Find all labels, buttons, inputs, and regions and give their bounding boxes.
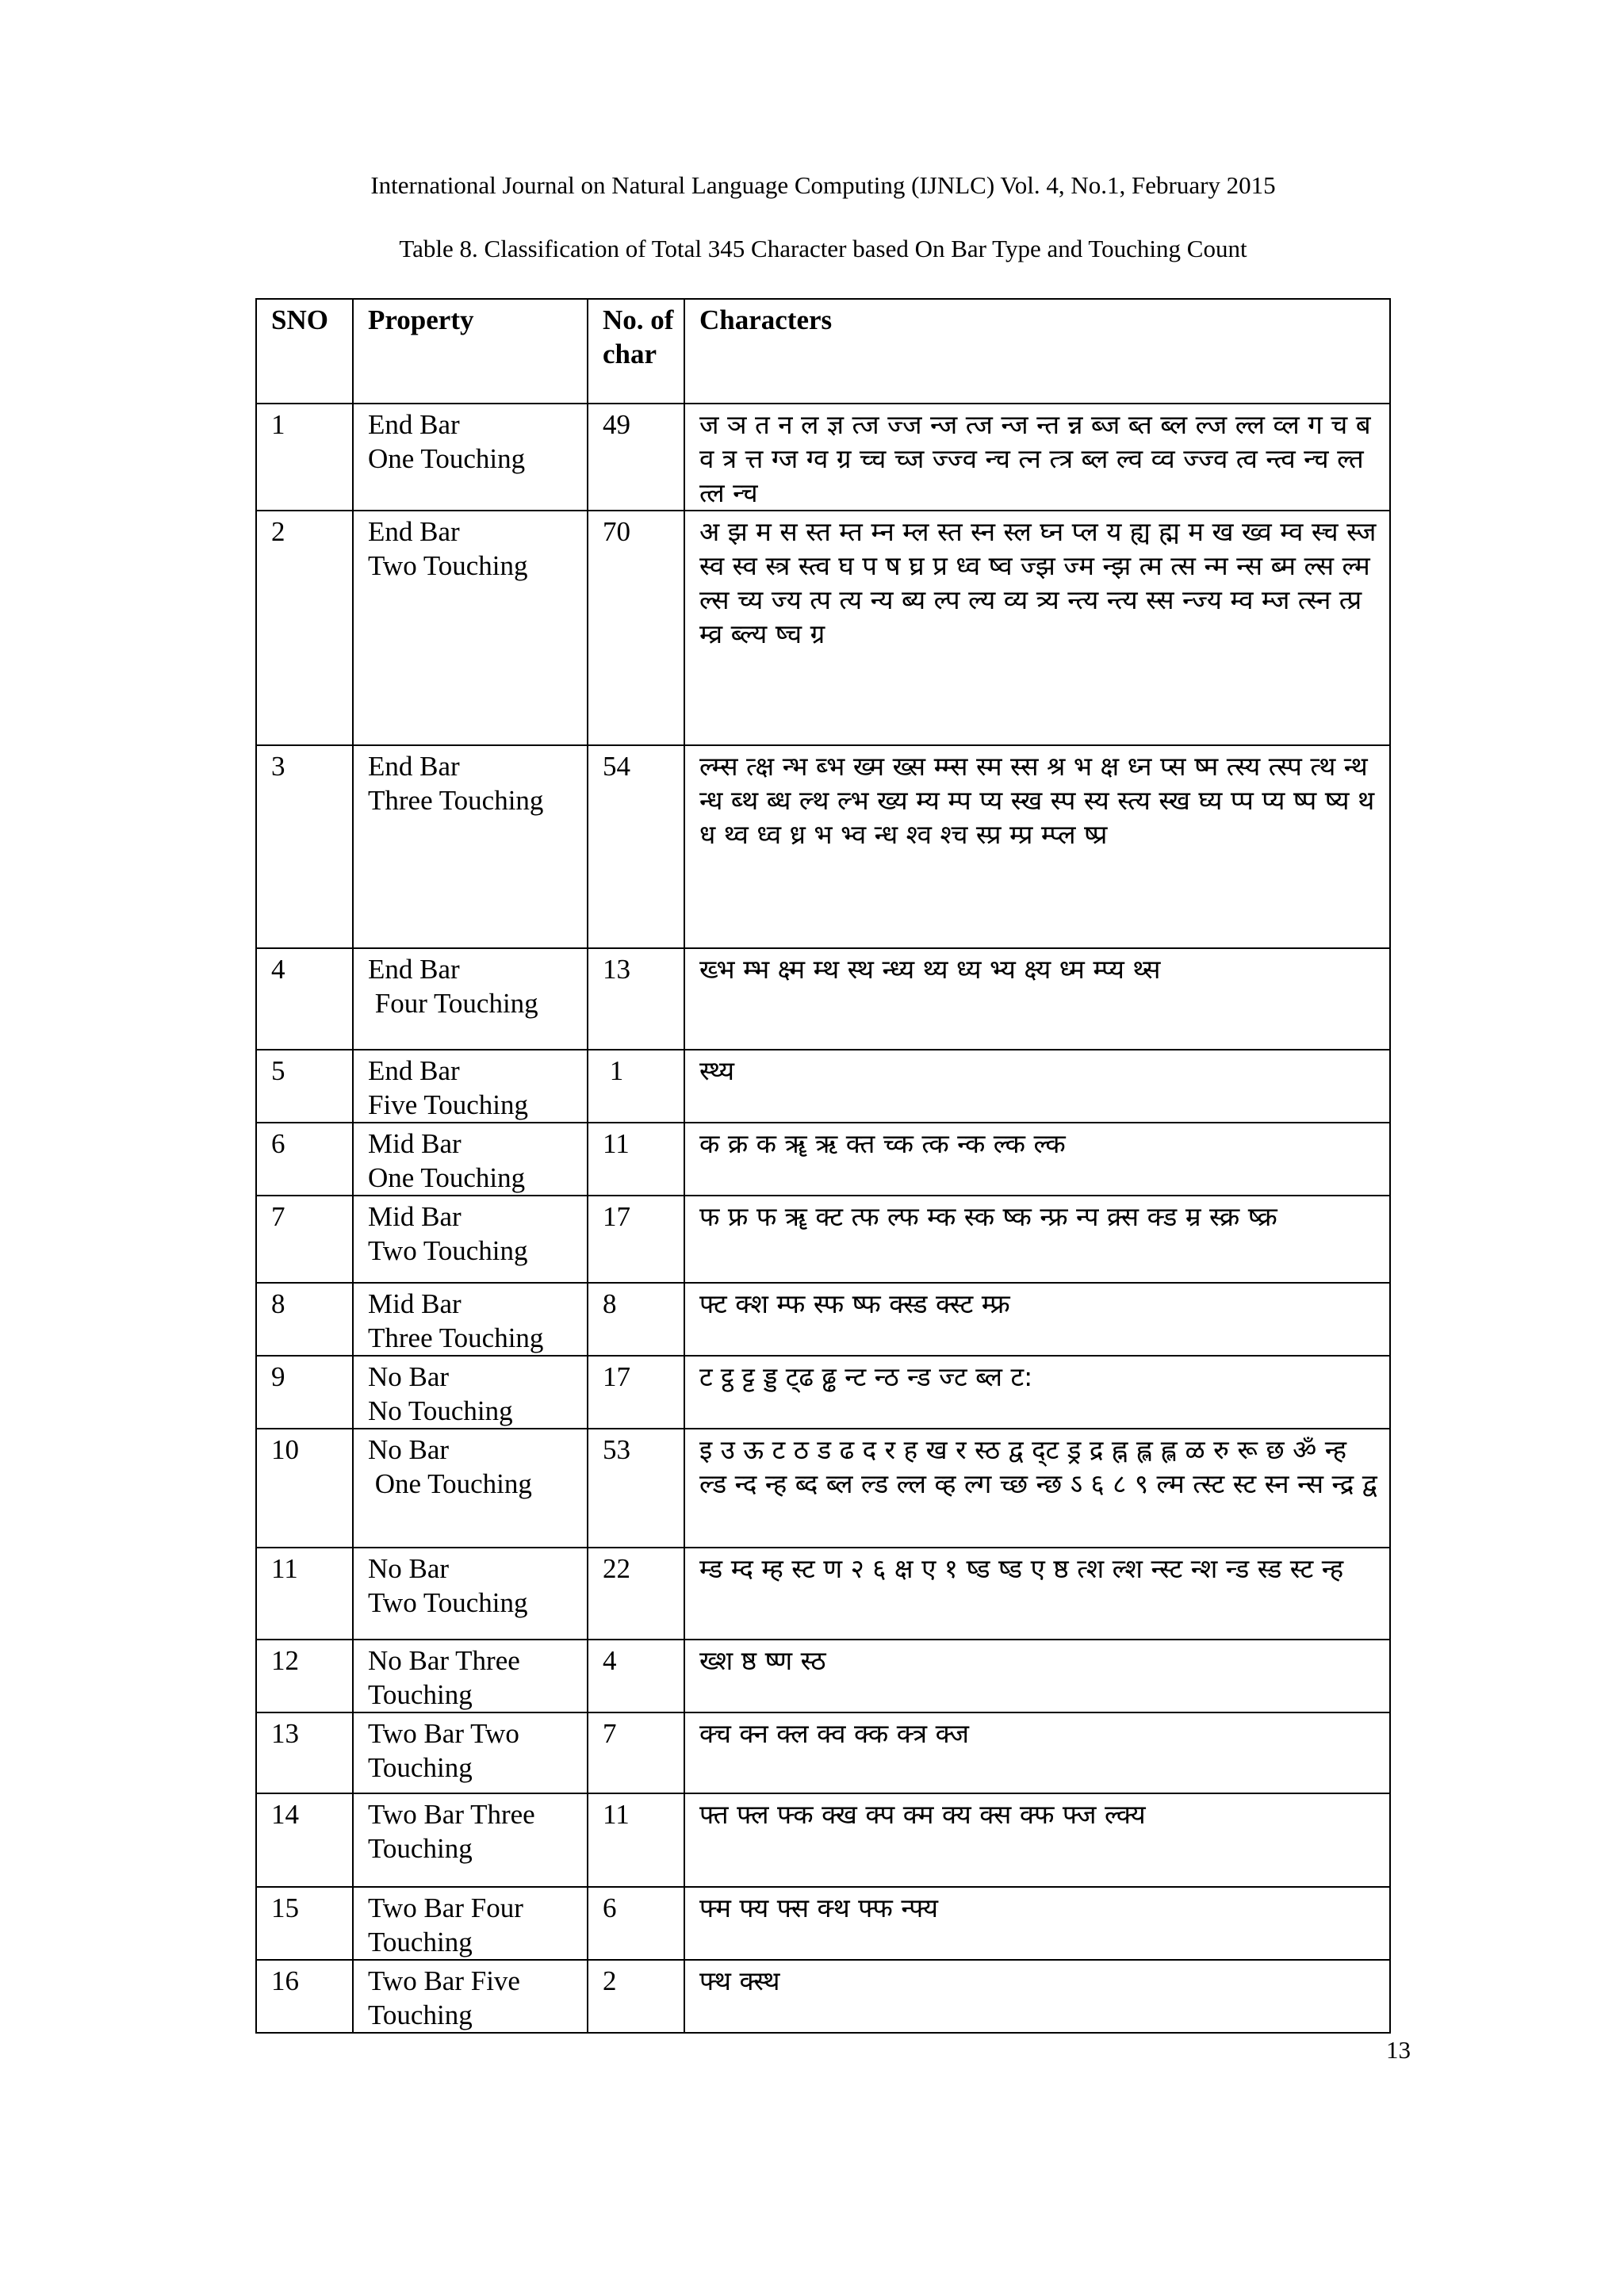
table-row xyxy=(256,1196,1390,1283)
property-touching: Five Touching xyxy=(368,1089,529,1120)
header-characters: Characters xyxy=(684,299,1390,404)
property-bar-type: Mid Bar xyxy=(368,1288,462,1319)
property-bar-type: Two Bar Five xyxy=(368,1965,520,1996)
table-row xyxy=(256,1123,1390,1196)
property-bar-type: Two Bar Two xyxy=(368,1718,519,1749)
row-sno: 10 xyxy=(256,1429,353,1548)
row-property xyxy=(353,1548,588,1640)
row-count: 11 xyxy=(588,1793,684,1887)
row-sno: 12 xyxy=(256,1640,353,1712)
running-header: International Journal on Natural Language Computing (IJNLC) Vol. 4, No.1, February 2015 xyxy=(370,171,1276,199)
row-count: 22 xyxy=(588,1548,684,1640)
property-touching: Two Touching xyxy=(368,550,528,581)
row-sno: 11 xyxy=(256,1548,353,1640)
row-sno: 3 xyxy=(256,745,353,948)
row-count: 54 xyxy=(588,745,684,948)
row-characters: क क्र क ॠ ऋ क्त च्क त्क न्क ल्क ल्क xyxy=(684,1123,1390,1196)
property-bar-type: End Bar xyxy=(368,516,460,547)
property-touching: One Touching xyxy=(368,1468,532,1499)
row-characters: ट ट्ठ ट्ट ड्ड ट्ढ ढ्ढ न्ट न्ठ न्ड ज्ट ब्ल ट: xyxy=(684,1356,1390,1429)
row-property xyxy=(353,745,588,948)
property-touching: No Touching xyxy=(368,1395,513,1426)
row-property xyxy=(353,1123,588,1196)
row-count: 2 xyxy=(588,1960,684,2033)
table-row xyxy=(256,511,1390,745)
table-row xyxy=(256,1887,1390,1960)
table-row xyxy=(256,404,1390,511)
property-touching: Touching xyxy=(368,1999,473,2030)
header-sno: SNO xyxy=(256,299,353,404)
table-row xyxy=(256,948,1390,1050)
row-sno: 15 xyxy=(256,1887,353,1960)
property-touching: Two Touching xyxy=(368,1235,528,1266)
row-count: 17 xyxy=(588,1356,684,1429)
property-bar-type: No Bar xyxy=(368,1361,450,1392)
row-sno: 13 xyxy=(256,1712,353,1793)
row-count: 7 xyxy=(588,1712,684,1793)
row-sno: 16 xyxy=(256,1960,353,2033)
page-number: 13 xyxy=(1386,2036,1411,2064)
property-bar-type: Two Bar Three xyxy=(368,1799,535,1830)
property-bar-type: End Bar xyxy=(368,751,460,782)
row-characters: म्ड म्द म्ह स्ट ण २ ६ क्ष ए १ ष्ड ष्ड ए ष्ठ त्श ल्श न्स्ट न्श न्ड स्ड स्ट न्ह xyxy=(684,1548,1390,1640)
row-count: 1 xyxy=(588,1050,684,1123)
row-characters: क्च क्न क्ल क्व क्क क्त्र क्ज xyxy=(684,1712,1390,1793)
property-bar-type: End Bar xyxy=(368,954,460,985)
row-sno: 9 xyxy=(256,1356,353,1429)
row-characters: ज ञ त न ल ज्ञ त्ज ज्ज न्ज त्ज न्ज न्त न्न ब्ज ब्त ब्ल ल्ज ल्ल व्ल ग च ब व त्र त्त ग्ज ग्व ग्र च्च च्ज ज्ज्व न्च त्न त्त्र ब्ल ल्व व्व ज्ज्व त्व न्त्व न्च ल्त त्ल न्च xyxy=(684,404,1390,511)
row-property xyxy=(353,1793,588,1887)
property-touching: One Touching xyxy=(368,443,526,474)
row-count: 53 xyxy=(588,1429,684,1548)
table-row xyxy=(256,1960,1390,2033)
table-row xyxy=(256,1050,1390,1123)
row-sno: 1 xyxy=(256,404,353,511)
table-row xyxy=(256,1429,1390,1548)
table-row xyxy=(256,1283,1390,1356)
row-property xyxy=(353,1196,588,1283)
classification-table xyxy=(255,298,1391,2034)
row-property xyxy=(353,404,588,511)
property-bar-type: End Bar xyxy=(368,1055,460,1086)
row-property xyxy=(353,1960,588,2033)
row-characters: अ झ म स स्त म्त म्न म्ल स्त स्न स्ल घ्न प्ल य ह्य ह्म म ख ख्व म्व स्च स्ज स्व स्व स्त्र स्त्व घ प ष घ्र प्र ध्व ष्व ज्झ ज्म न्झ त्म त्स न्म न्स ब्म ल्स ल्म ल्स च्य ज्य त्प त्य न्य ब्य ल्प ल्य व्य त्र्य न्त्य न्त्य स्स न्ज्य म्व म्ज त्स्न त्प्र म्व्र ब्ल्य ष्च ग्र xyxy=(684,511,1390,745)
row-sno: 14 xyxy=(256,1793,353,1887)
row-characters: इ उ ऊ ट ठ ड ढ द र ह ख र स्ठ द्व द्ट ड्र द्र ह्न ह्ल ह्ल ळ रु रू छ ॐ न्ह ल्ड न्द न्ह ब्द ब्ल ल्ड ल्ल व्ह ल्ग च्छ न्छ ऽ ६ ८ ९ ल्म त्स्ट स्ट स्न न्स न्द्र द्व xyxy=(684,1429,1390,1548)
table-row xyxy=(256,1640,1390,1712)
row-characters: ख्श ष्ठ ष्ण स्ठ xyxy=(684,1640,1390,1712)
row-sno: 5 xyxy=(256,1050,353,1123)
row-property xyxy=(353,1887,588,1960)
row-sno: 4 xyxy=(256,948,353,1050)
property-touching: One Touching xyxy=(368,1162,526,1193)
property-bar-type: Mid Bar xyxy=(368,1201,462,1232)
row-property xyxy=(353,511,588,745)
row-count: 17 xyxy=(588,1196,684,1283)
property-bar-type: End Bar xyxy=(368,409,460,440)
table-row xyxy=(256,1548,1390,1640)
row-sno: 8 xyxy=(256,1283,353,1356)
row-characters: फ्ट क्श म्फ स्फ ष्फ क्स्ड क्स्ट म्फ्र xyxy=(684,1283,1390,1356)
row-characters: फ्म फ्य फ्स क्थ फ्फ न्फ्य xyxy=(684,1887,1390,1960)
property-touching: Touching xyxy=(368,1927,473,1957)
property-touching: Three Touching xyxy=(368,1322,544,1353)
row-characters: फ्त फ्ल फ्क क्ख क्प क्म क्य क्स क्फ फ्ज ल्क्य xyxy=(684,1793,1390,1887)
row-count: 8 xyxy=(588,1283,684,1356)
property-touching: Two Touching xyxy=(368,1587,528,1618)
row-sno: 6 xyxy=(256,1123,353,1196)
table-row xyxy=(256,1712,1390,1793)
row-characters: फ्थ क्स्थ xyxy=(684,1960,1390,2033)
row-count: 49 xyxy=(588,404,684,511)
table-caption: Table 8. Classification of Total 345 Character based On Bar Type and Touching Count xyxy=(399,235,1247,262)
row-count: 6 xyxy=(588,1887,684,1960)
row-property xyxy=(353,948,588,1050)
property-bar-type: No Bar xyxy=(368,1434,450,1465)
table-row xyxy=(256,745,1390,948)
property-touching: Touching xyxy=(368,1679,473,1710)
row-property xyxy=(353,1283,588,1356)
table-header-row xyxy=(256,299,1390,404)
property-bar-type: Two Bar Four xyxy=(368,1892,523,1923)
property-bar-type: No Bar xyxy=(368,1553,450,1584)
table-row xyxy=(256,1356,1390,1429)
table-row xyxy=(256,1793,1390,1887)
row-characters: ल्म्स त्क्ष न्भ ब्भ ख्म ख्स म्म्स स्म स्स श्र भ क्ष ध्न प्स ष्म त्स्य त्स्प त्थ न्थ न्ध ब्थ ब्ध ल्थ ल्भ ख्य म्य म्प प्य स्ख स्प स्य स्त्य स्ख घ्य प्प प्य ष्प ष्य थ ध थ्व ध्व ध्र भ भ्व न्ध श्व श्च स्प्र म्प्र म्प्ल ष्प्र xyxy=(684,745,1390,948)
header-property: Property xyxy=(353,299,588,404)
row-count: 70 xyxy=(588,511,684,745)
row-characters: फ फ्र फ ॠ क्ट त्फ ल्फ म्क स्क ष्क न्फ्र न्प क्र्स क्ड म्र स्क्र ष्क्र xyxy=(684,1196,1390,1283)
property-touching: Four Touching xyxy=(368,988,538,1019)
row-property xyxy=(353,1429,588,1548)
row-count: 4 xyxy=(588,1640,684,1712)
row-characters: स्थ्य xyxy=(684,1050,1390,1123)
property-touching: Touching xyxy=(368,1833,473,1864)
row-property xyxy=(353,1640,588,1712)
property-bar-type: No Bar Three xyxy=(368,1645,520,1676)
row-characters: ख्भ म्भ क्ष्म म्थ स्थ न्ध्य थ्य ध्य भ्य क्ष्य ध्म म्प्य थ्स xyxy=(684,948,1390,1050)
row-property xyxy=(353,1356,588,1429)
row-count: 13 xyxy=(588,948,684,1050)
property-touching: Touching xyxy=(368,1752,473,1783)
row-property xyxy=(353,1050,588,1123)
property-bar-type: Mid Bar xyxy=(368,1128,462,1159)
row-sno: 7 xyxy=(256,1196,353,1283)
header-count: No. of char xyxy=(588,299,684,404)
row-count: 11 xyxy=(588,1123,684,1196)
property-touching: Three Touching xyxy=(368,785,544,816)
row-property xyxy=(353,1712,588,1793)
row-sno: 2 xyxy=(256,511,353,745)
